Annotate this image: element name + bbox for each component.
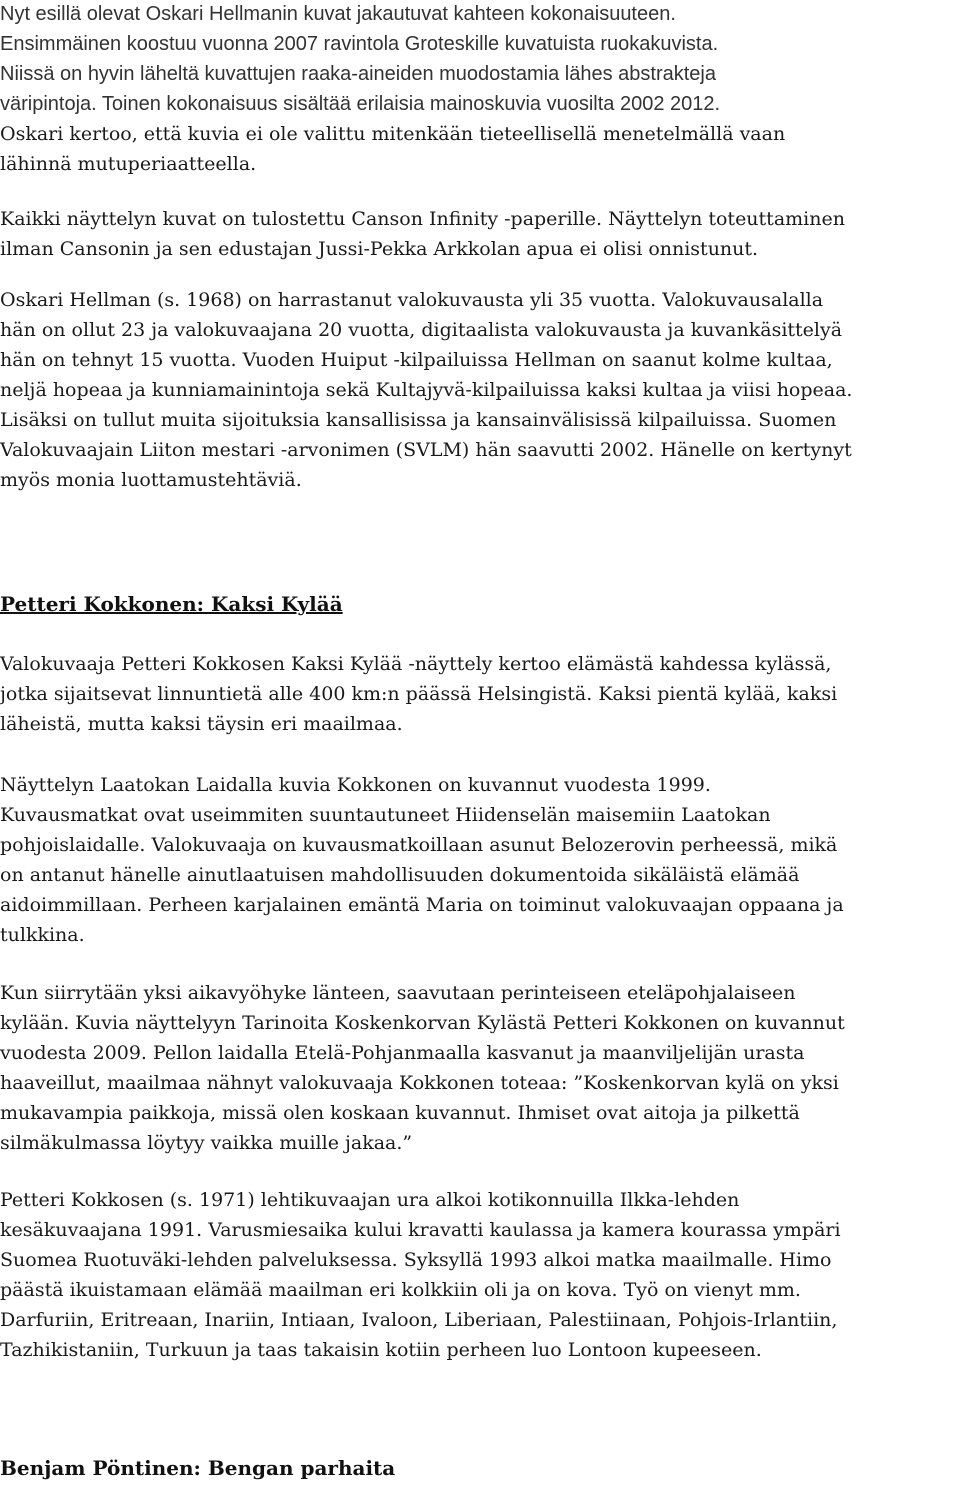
text-line: silmäkulmassa löytyy vaikka muille jakaa.” bbox=[0, 1132, 413, 1154]
text-line: hän on ollut 23 ja valokuvaajana 20 vuotta, digitaalista valokuvausta ja kuvankäsittelyä bbox=[0, 319, 843, 341]
text-line: ilman Cansonin ja sen edustajan Jussi-Pekka Arkkolan apua ei olisi onnistunut. bbox=[0, 238, 759, 260]
intro-paragraph bbox=[0, 0, 960, 179]
text-line: läheistä, mutta kaksi täysin eri maailmaa. bbox=[0, 713, 403, 735]
text-line: jotka sijaitsevat linnuntietä alle 400 km:n päässä Helsingistä. Kaksi pientä kylää, kaksi bbox=[0, 683, 838, 705]
text-line: Kuvausmatkat ovat useimmiten suuntautuneet Hiidenselän maisemiin Laatokan bbox=[0, 804, 771, 826]
text-line: Oskari Hellman (s. 1968) on harrastanut valokuvausta yli 35 vuotta. Valokuvausalalla bbox=[0, 289, 824, 311]
text-line: Kaikki näyttelyn kuvat on tulostettu Canson Infinity -paperille. Näyttelyn toteuttaminen bbox=[0, 208, 845, 230]
text-line: Lisäksi on tullut muita sijoituksia kansallisissa ja kansainvälisissä kilpailuissa. Suomen bbox=[0, 409, 837, 431]
text-line: Valokuvaajain Liiton mestari -arvonimen (SVLM) hän saavutti 2002. Hänelle on kertynyt bbox=[0, 439, 852, 461]
text-line: hän on tehnyt 15 vuotta. Vuoden Huiput -kilpailuissa Hellman on saanut kolme kultaa, bbox=[0, 349, 833, 371]
text-line: haaveillut, maailmaa nähnyt valokuvaaja Kokkonen toteaa: ”Koskenkorvan kylä on yksi bbox=[0, 1072, 839, 1094]
text-line: Tazhikistaniin, Turkuun ja taas takaisin kotiin perheen luo Lontoon kupeeseen. bbox=[0, 1339, 762, 1361]
kokkonen-paragraph-1 bbox=[0, 649, 960, 739]
text-line: Darfuriin, Eritreaan, Inariin, Intiaan, Ivaloon, Liberiaan, Palestiinaan, Pohjois-Irlantiin, bbox=[0, 1309, 838, 1331]
text-line: Valokuvaaja Petteri Kokkosen Kaksi Kylää -näyttely kertoo elämästä kahdessa kylässä, bbox=[0, 653, 832, 675]
text-line: lähinnä mutuperiaatteella. bbox=[0, 153, 257, 175]
section-heading-kokkonen: Petteri Kokkonen: Kaksi Kylää bbox=[0, 592, 343, 616]
text-line: Petteri Kokkosen (s. 1971) lehtikuvaajan ura alkoi kotikonnuilla Ilkka-lehden bbox=[0, 1189, 740, 1211]
text-line: Näyttelyn Laatokan Laidalla kuvia Kokkonen on kuvannut vuodesta 1999. bbox=[0, 774, 711, 796]
text-line: on antanut hänelle ainutlaatuisen mahdollisuuden dokumentoida sikäläistä elämää bbox=[0, 864, 800, 886]
text-line: päästä ikuistamaan elämää maailman eri kolkkiin oli ja on kova. Työ on vienyt mm. bbox=[0, 1279, 801, 1301]
canson-paragraph bbox=[0, 204, 960, 264]
text-line: kesäkuvaajana 1991. Varusmiesaika kului kravatti kaulassa ja kamera kourassa ympäri bbox=[0, 1219, 841, 1241]
text-line: mukavampia paikkoja, missä olen koskaan kuvannut. Ihmiset ovat aitoja ja pilkettä bbox=[0, 1102, 800, 1124]
text-line: pohjoislaidalle. Valokuvaaja on kuvausmatkoillaan asunut Belozerovin perheessä, mikä bbox=[0, 834, 838, 856]
hellman-bio-paragraph bbox=[0, 285, 960, 495]
text-line: Oskari kertoo, että kuvia ei ole valittu mitenkään tieteellisellä menetelmällä vaan bbox=[0, 123, 786, 145]
text-line: Suomea Ruotuväki-lehden palveluksessa. Syksyllä 1993 alkoi matka maailmalle. Himo bbox=[0, 1249, 832, 1271]
text-line: vuodesta 2009. Pellon laidalla Etelä-Pohjanmaalla kasvanut ja maanviljelijän urasta bbox=[0, 1042, 805, 1064]
text-line: myös monia luottamustehtäviä. bbox=[0, 469, 302, 491]
text-line: Ensimmäinen koostuu vuonna 2007 ravintola Groteskille kuvatuista ruokakuvista. bbox=[0, 33, 719, 55]
kokkonen-paragraph-4 bbox=[0, 1185, 960, 1365]
text-line: väripintoja. Toinen kokonaisuus sisältää erilaisia mainoskuvia vuosilta 2002 2012. bbox=[0, 93, 721, 115]
kokkonen-paragraph-3 bbox=[0, 978, 960, 1158]
kokkonen-paragraph-2 bbox=[0, 770, 960, 950]
text-line: Kun siirrytään yksi aikavyöhyke länteen, saavutaan perinteiseen eteläpohjalaiseen bbox=[0, 982, 796, 1004]
text-line: Niissä on hyvin läheltä kuvattujen raaka-aineiden muodostamia lähes abstrakteja bbox=[0, 63, 716, 85]
text-line: kylään. Kuvia näyttelyyn Tarinoita Koskenkorvan Kylästä Petteri Kokkonen on kuvannut bbox=[0, 1012, 845, 1034]
section-heading-pontinen: Benjam Pöntinen: Bengan parhaita bbox=[0, 1456, 396, 1480]
text-line: neljä hopeaa ja kunniamainintoja sekä Kultajyvä-kilpailuissa kaksi kultaa ja viisi hopeaa. bbox=[0, 379, 853, 401]
text-line: aidoimmillaan. Perheen karjalainen emäntä Maria on toiminut valokuvaajan oppaana ja bbox=[0, 894, 844, 916]
text-line: Nyt esillä olevat Oskari Hellmanin kuvat jakautuvat kahteen kokonaisuuteen. bbox=[0, 3, 676, 25]
text-line: tulkkina. bbox=[0, 924, 85, 946]
